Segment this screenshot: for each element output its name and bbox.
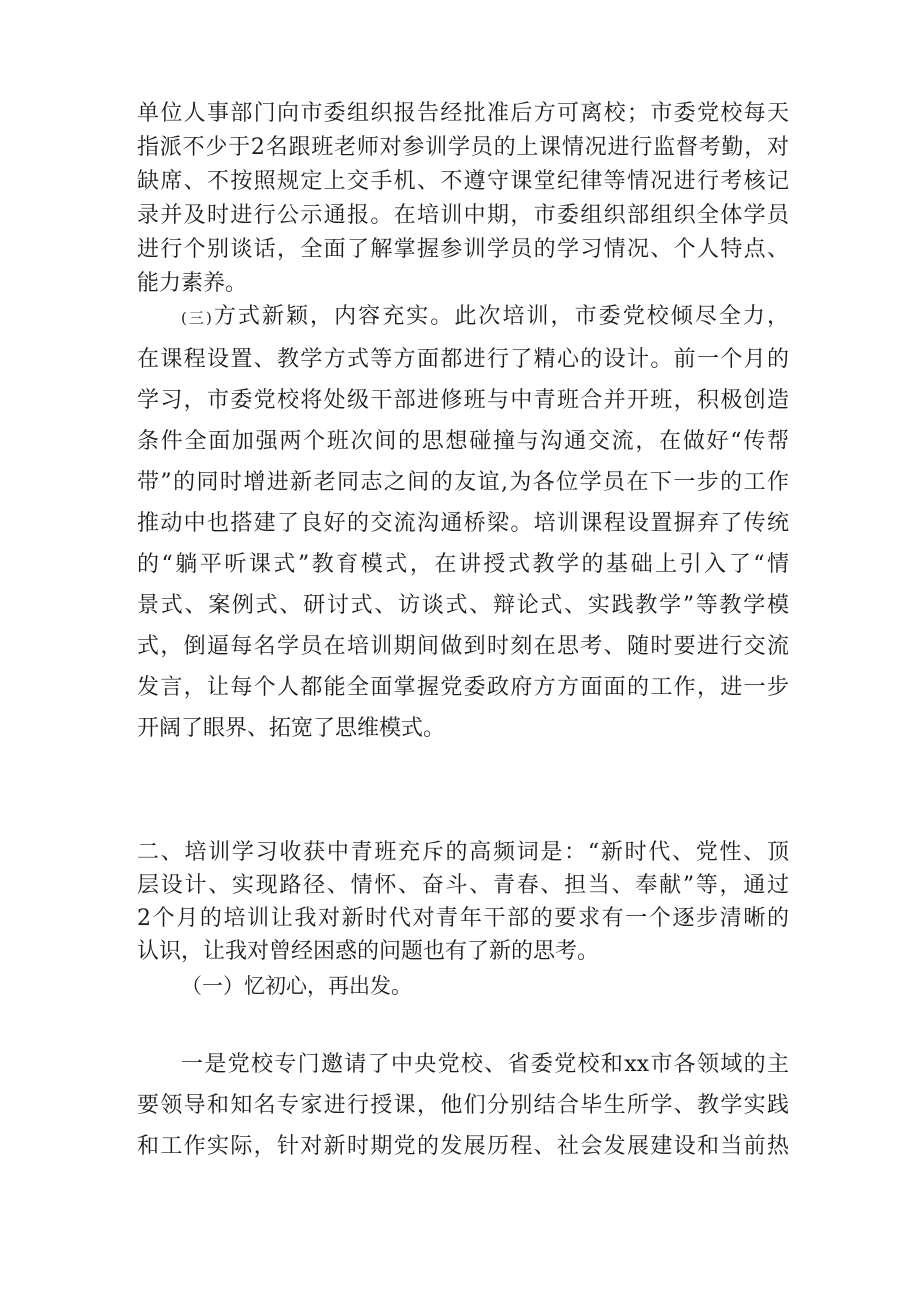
text-line: 认识，让我对曾经困惑的问题也有了新的思考。 — [137, 939, 600, 964]
text-line: 和工作实际，针对新时期党的发展历程、社会发展建设和当前热 — [137, 1134, 789, 1159]
section-number: (三) — [181, 309, 212, 327]
text-line: 要领导和知名专家进行授课，他们分别结合毕生所学、教学实践 — [137, 1093, 789, 1118]
text-line: 指派不少于2名跟班老师对参训学员的上课情况进行监督考勤，对 — [137, 135, 789, 160]
text-line: 在课程设置、教学方式等方面都进行了精心的设计。前一个月的 — [137, 347, 789, 372]
text-line: 的“躺平听课式”教育模式，在讲授式教学的基础上引入了“情 — [137, 552, 789, 577]
text-line: 带”的同时增进新老同志之间的友谊,为各位学员在下一步的工作 — [137, 470, 789, 495]
text-line: 2个月的培训让我对新时代对青年干部的要求有一个逐步清晰的 — [137, 906, 789, 931]
text-line: 学习，市委党校将处级干部进修班与中青班合并开班，积极创造 — [137, 388, 789, 413]
text-run: 方式新颖，内容充实。此次培训，市委党校倾尽全力， — [211, 304, 789, 329]
text-line: 推动中也搭建了良好的交流沟通桥梁。培训课程设置摒弃了传统 — [137, 511, 789, 536]
text-line: 开阔了眼界、拓宽了思维模式。 — [137, 716, 446, 741]
paragraph-section-three — [137, 296, 789, 749]
text-line: 景式、案例式、研讨式、访谈式、辩论式、实践教学”等教学模 — [137, 593, 789, 618]
text-line: 能力素养。 — [137, 271, 248, 296]
text-line: （一）忆初心，再出发。 — [181, 974, 412, 998]
paragraph-attendance-rules — [137, 97, 789, 301]
text-line-first: 一是党校专门邀请了中央党校、省委党校和xx市各领域的主 — [181, 1052, 789, 1077]
paragraph-party-school — [137, 1044, 789, 1167]
text-line: 单位人事部门向市委组织报告经批准后方可离校；市委党校每天 — [137, 101, 789, 126]
text-line: 条件全面加强两个班次间的思想碰撞与沟通交流，在做好“传帮 — [137, 429, 789, 454]
text-line: 发言，让每个人都能全面掌握党委政府方方面面的工作，进一步 — [137, 675, 789, 700]
text-line: 层设计、实现路径、情怀、奋斗、青春、担当、奉献”等，通过 — [137, 873, 789, 898]
text-line: 录并及时进行公示通报。在培训中期，市委组织部组织全体学员 — [137, 203, 789, 228]
text-line: 进行个别谈话，全面了解掌握参训学员的学习情况、个人特点、 — [137, 237, 789, 262]
text-line: 式，倒逼每名学员在培训期间做到时刻在思考、随时要进行交流 — [137, 634, 789, 659]
text-line-first — [137, 296, 789, 339]
paragraph-section-two-heading — [137, 836, 789, 968]
subheading-one — [137, 971, 789, 1001]
text-line: 二、培训学习收获中青班充斥的高频词是：“新时代、党性、顶 — [137, 840, 789, 865]
text-line: 缺席、不按照规定上交手机、不遵守课堂纪律等情况进行考核记 — [137, 169, 789, 194]
